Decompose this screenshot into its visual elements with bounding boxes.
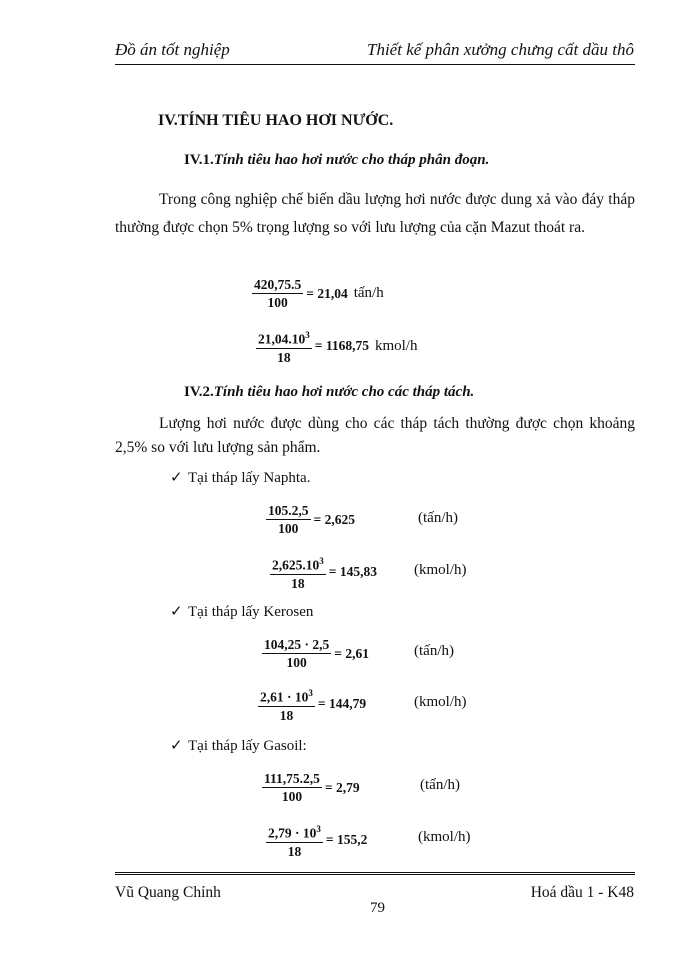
kerosen-eq-a-unit: (tấn/h) [414,643,454,659]
checkmark-icon: ✓ [170,604,183,620]
naphta-eq-a-denominator: 100 [278,521,299,536]
gasoil-eq-a-denominator: 100 [281,789,303,804]
gasoil-equation-a [262,770,360,805]
header-rule [115,64,635,65]
equation-1-denominator: 100 [267,295,288,310]
subsection-1-heading [184,152,489,169]
gasoil-eq-b-numerator: 2,79 · 10 [268,825,317,841]
gasoil-eq-b-exponent: 3 [316,824,321,834]
checkmark-icon: ✓ [170,738,183,754]
kerosen-eq-b-result: = 144,79 [317,696,367,712]
equation-1 [252,276,384,311]
page-number: 79 [370,900,385,916]
tower-naphta-bullet [170,468,310,487]
equation-2-exponent: 3 [305,330,310,340]
gasoil-eq-a-numerator: 111,75.2,5 [264,771,320,786]
gasoil-equation-b [266,821,367,860]
tower-kerosen-label: Tại tháp lấy Kerosen [188,604,314,620]
subsection-2-title: Tính tiêu hao hơi nước cho các tháp tách. [213,384,475,400]
gasoil-eq-b-result: = 155,2 [325,832,368,848]
paragraph-2: Lượng hơi nước được dùng cho các tháp tách thường được chọn khoảng 2,5% so với lưu lượng sản phẩm. [115,415,635,456]
section-title: IV.TÍNH TIÊU HAO HƠI NƯỚC. [158,112,394,129]
equation-2 [256,327,417,366]
footer-class: Hoá dầu 1 - K48 [530,884,634,901]
tower-kerosen-bullet [170,602,313,621]
subsection-2-number: IV.2. [184,384,214,400]
naphta-equation-b [270,553,377,592]
footer-rule [115,872,635,877]
subsection-1-title: Tính tiêu hao hơi nước cho tháp phân đoạn. [213,152,490,168]
gasoil-eq-b-denominator: 18 [287,843,302,859]
gasoil-eq-a-unit: (tấn/h) [420,777,460,793]
tower-gasoil-label: Tại tháp lấy Gasoil: [188,738,307,754]
equation-1-numerator: 420,75.5 [254,277,302,292]
naphta-eq-b-exponent: 3 [319,556,324,566]
footer-author: Vũ Quang Chỉnh [115,884,221,901]
naphta-eq-a-result: = 2,625 [313,511,355,527]
kerosen-eq-b-numerator: 2,61 · 10 [260,689,309,705]
kerosen-eq-b-denominator: 18 [279,707,294,723]
subsection-2-heading [184,384,474,401]
kerosen-eq-a-numerator: 104,25 · 2,5 [264,637,330,652]
naphta-eq-b-unit: (kmol/h) [414,562,467,578]
paragraph-1: Trong công nghiệp chế biến dầu lượng hơi nước được dung xả vào đáy tháp thường được chọn 5% trọng lượng so với lưu lượng của cặn Mazut thoát ra. [115,191,635,236]
kerosen-equation-a [262,636,369,671]
tower-naphta-label: Tại tháp lấy Naphta. [188,470,311,486]
naphta-eq-b-denominator: 18 [291,575,305,591]
naphta-equation-a [266,502,355,537]
equation-2-unit: kmol/h [374,337,418,354]
kerosen-eq-a-result: = 2,61 [334,645,369,661]
kerosen-eq-a-denominator: 100 [286,655,307,670]
tower-gasoil-bullet [170,736,307,755]
kerosen-eq-b-unit: (kmol/h) [414,694,467,710]
equation-1-result: = 21,04 [306,285,348,301]
equation-1-unit: tấn/h [353,285,384,301]
equation-2-numerator: 21,04.10 [258,331,306,347]
kerosen-equation-b [258,685,366,724]
naphta-eq-a-unit: (tấn/h) [418,510,458,526]
gasoil-eq-b-unit: (kmol/h) [418,829,471,845]
gasoil-eq-a-result: = 2,79 [324,779,360,795]
naphta-eq-a-numerator: 105.2,5 [268,503,309,518]
naphta-eq-b-numerator: 2,625.10 [272,557,320,573]
subsection-1-number: IV.1. [184,152,214,168]
naphta-eq-b-result: = 145,83 [328,564,377,580]
header-left: Đồ án tốt nghiệp [115,40,230,59]
header-right: Thiết kế phân xưởng chưng cất dầu thô [367,40,634,59]
checkmark-icon: ✓ [170,470,183,486]
kerosen-eq-b-exponent: 3 [308,688,313,698]
equation-2-denominator: 18 [277,349,291,365]
equation-2-result: = 1168,75 [314,338,369,354]
